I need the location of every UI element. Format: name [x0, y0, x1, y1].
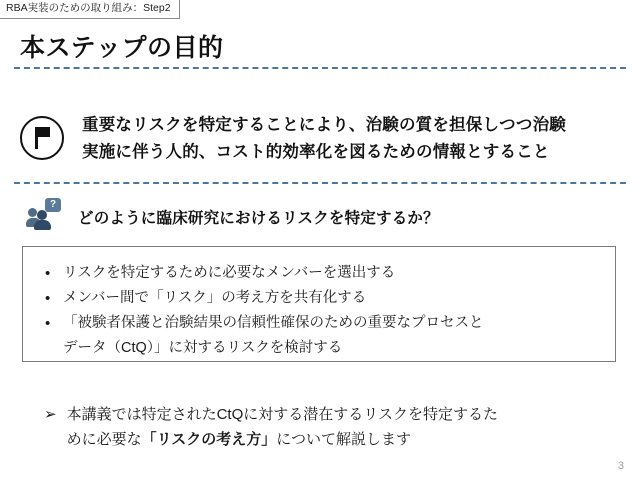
conclusion-text	[67, 402, 498, 452]
list-item-line-2: データ（CtQ）」に対するリスクを検討する	[63, 340, 343, 356]
purpose-block	[14, 112, 626, 166]
conclusion-block	[44, 402, 604, 452]
purpose-line-2: 実施に伴う人的、コスト的効率化を図るための情報とすること	[82, 143, 550, 161]
conclusion-line-2-prefix: めに必要な	[66, 431, 142, 448]
page-title: 本ステップの目的	[20, 34, 224, 62]
bullet-box	[22, 246, 616, 362]
breadcrumb: RBA実装のための取り組み：Step2	[0, 0, 180, 19]
page-number: 3	[617, 460, 624, 472]
conclusion-emphasis: 「リスクの考え方」	[141, 431, 277, 448]
list-item	[41, 311, 599, 361]
bullet-list	[23, 247, 615, 361]
title-divider	[14, 67, 626, 69]
conclusion-line-1: 本講義では特定されたCtQに対する潜在するリスクを特定するた	[66, 406, 498, 423]
list-item: • メンバー間で「リスク」の考え方を共有化する	[41, 286, 599, 311]
arrow-bullet-icon: ➢	[44, 406, 57, 423]
purpose-line-1: 重要なリスクを特定することにより、治験の質を担保しつつ治験	[82, 116, 566, 134]
question-row	[26, 199, 439, 232]
flag-banner	[37, 127, 50, 137]
purpose-divider	[14, 182, 626, 184]
question-text: どのように臨床研究におけるリスクを特定するか？	[78, 210, 439, 227]
list-item: • リスクを特定するために必要なメンバーを選出する	[41, 261, 599, 286]
flag-icon	[20, 116, 64, 160]
person-back-head	[28, 208, 37, 217]
question-badge: ?	[45, 198, 61, 212]
person-front-body	[34, 220, 51, 230]
list-item-line-1: 「被験者保護と治験結果の信頼性確保のための重要なプロセスと	[63, 315, 484, 331]
conclusion-line-2-suffix: について解説します	[276, 431, 411, 448]
people-question-icon	[26, 199, 64, 232]
purpose-text	[82, 112, 566, 166]
